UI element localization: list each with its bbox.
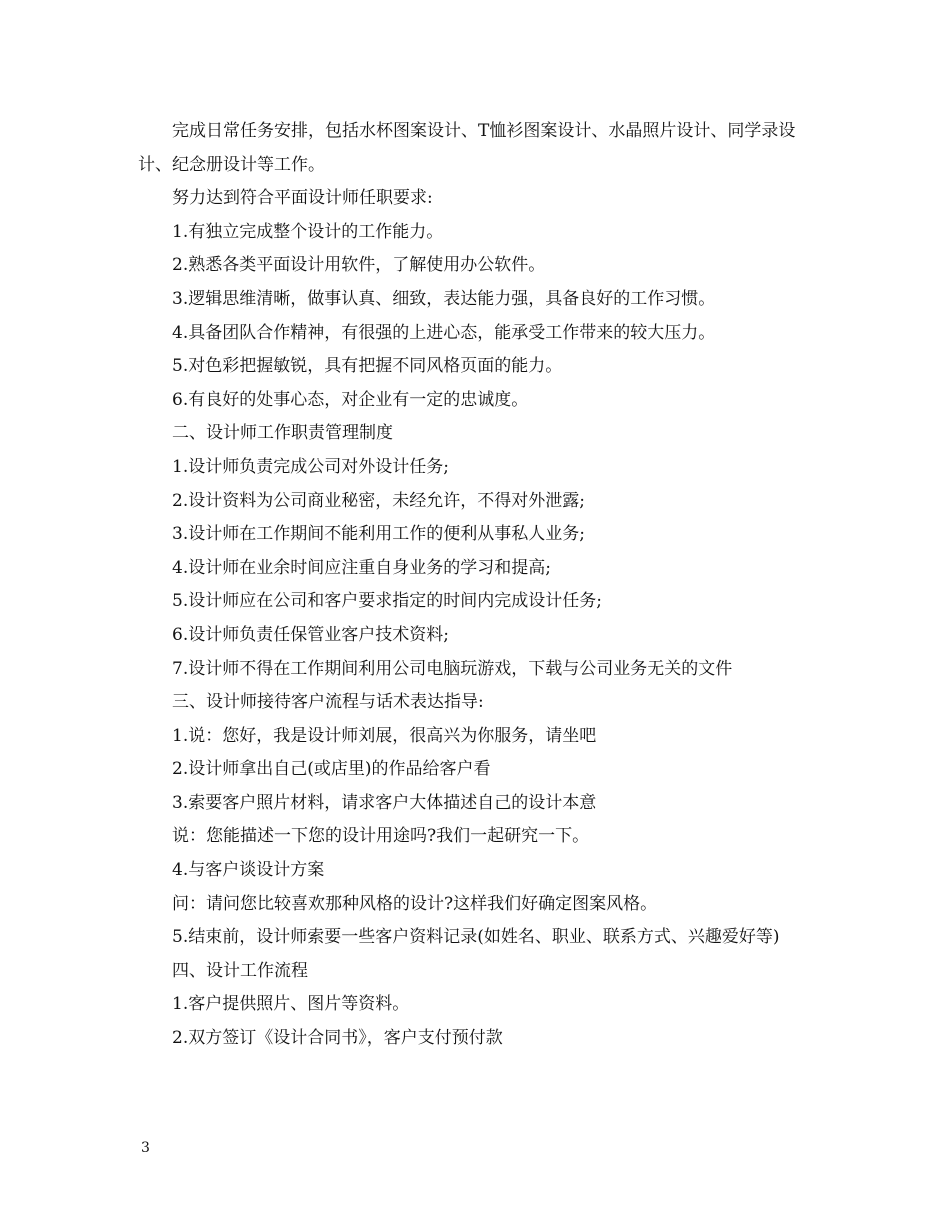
list-item: 3.索要客户照片材料，请求客户大体描述自己的设计本意 <box>172 792 597 813</box>
list-item: 1.说：您好，我是设计师刘展，很高兴为你服务，请坐吧 <box>172 725 597 746</box>
list-item: 4.具备团队合作精神，有很强的上进心态，能承受工作带来的较大压力。 <box>172 322 716 343</box>
paragraph: 努力达到符合平面设计师任职要求: <box>172 188 433 209</box>
list-item: 2.双方签订《设计合同书》，客户支付预付款 <box>172 1028 503 1049</box>
paragraph: 完成日常任务安排，包括水杯图案设计、T恤衫图案设计、水晶照片设计、同学录设计、纪念册设计等工作。 <box>138 121 796 175</box>
page-number: 3 <box>141 1140 150 1156</box>
list-item: 1.有独立完成整个设计的工作能力。 <box>172 221 444 242</box>
list-item: 2.设计资料为公司商业秘密，未经允许，不得对外泄露; <box>172 490 585 511</box>
list-item: 5.结束前，设计师索要一些客户资料记录(如姓名、职业、联系方式、兴趣爱好等) <box>172 927 780 948</box>
section-heading: 二、设计师工作职责管理制度 <box>172 423 393 444</box>
list-item: 7.设计师不得在工作期间利用公司电脑玩游戏，下载与公司业务无关的文件 <box>172 658 733 679</box>
paragraph: 说：您能描述一下您的设计用途吗?我们一起研究一下。 <box>172 826 590 847</box>
list-item: 1.设计师负责完成公司对外设计任务; <box>172 456 449 477</box>
list-item: 4.与客户谈设计方案 <box>172 860 325 881</box>
list-item: 4.设计师在业余时间应注重自身业务的学习和提高; <box>172 557 551 578</box>
paragraph: 问：请问您比较喜欢那种风格的设计?这样我们好确定图案风格。 <box>172 893 658 914</box>
section-heading: 四、设计工作流程 <box>172 960 308 981</box>
document-body <box>138 115 820 1056</box>
list-item: 2.熟悉各类平面设计用软件，了解使用办公软件。 <box>172 255 546 276</box>
section-heading: 三、设计师接待客户流程与话术表达指导: <box>172 692 484 713</box>
list-item: 5.对色彩把握敏锐，具有把握不同风格页面的能力。 <box>172 356 563 377</box>
list-item: 1.客户提供照片、图片等资料。 <box>172 994 410 1015</box>
list-item: 3.逻辑思维清晰，做事认真、细致，表达能力强，具备良好的工作习惯。 <box>172 288 716 309</box>
list-item: 2.设计师拿出自己(或店里)的作品给客户看 <box>172 759 491 780</box>
list-item: 6.设计师负责任保管业客户技术资料; <box>172 624 449 645</box>
list-item: 5.设计师应在公司和客户要求指定的时间内完成设计任务; <box>172 591 602 612</box>
list-item: 3.设计师在工作期间不能利用工作的便利从事私人业务; <box>172 524 585 545</box>
list-item: 6.有良好的处事心态，对企业有一定的忠诚度。 <box>172 389 529 410</box>
